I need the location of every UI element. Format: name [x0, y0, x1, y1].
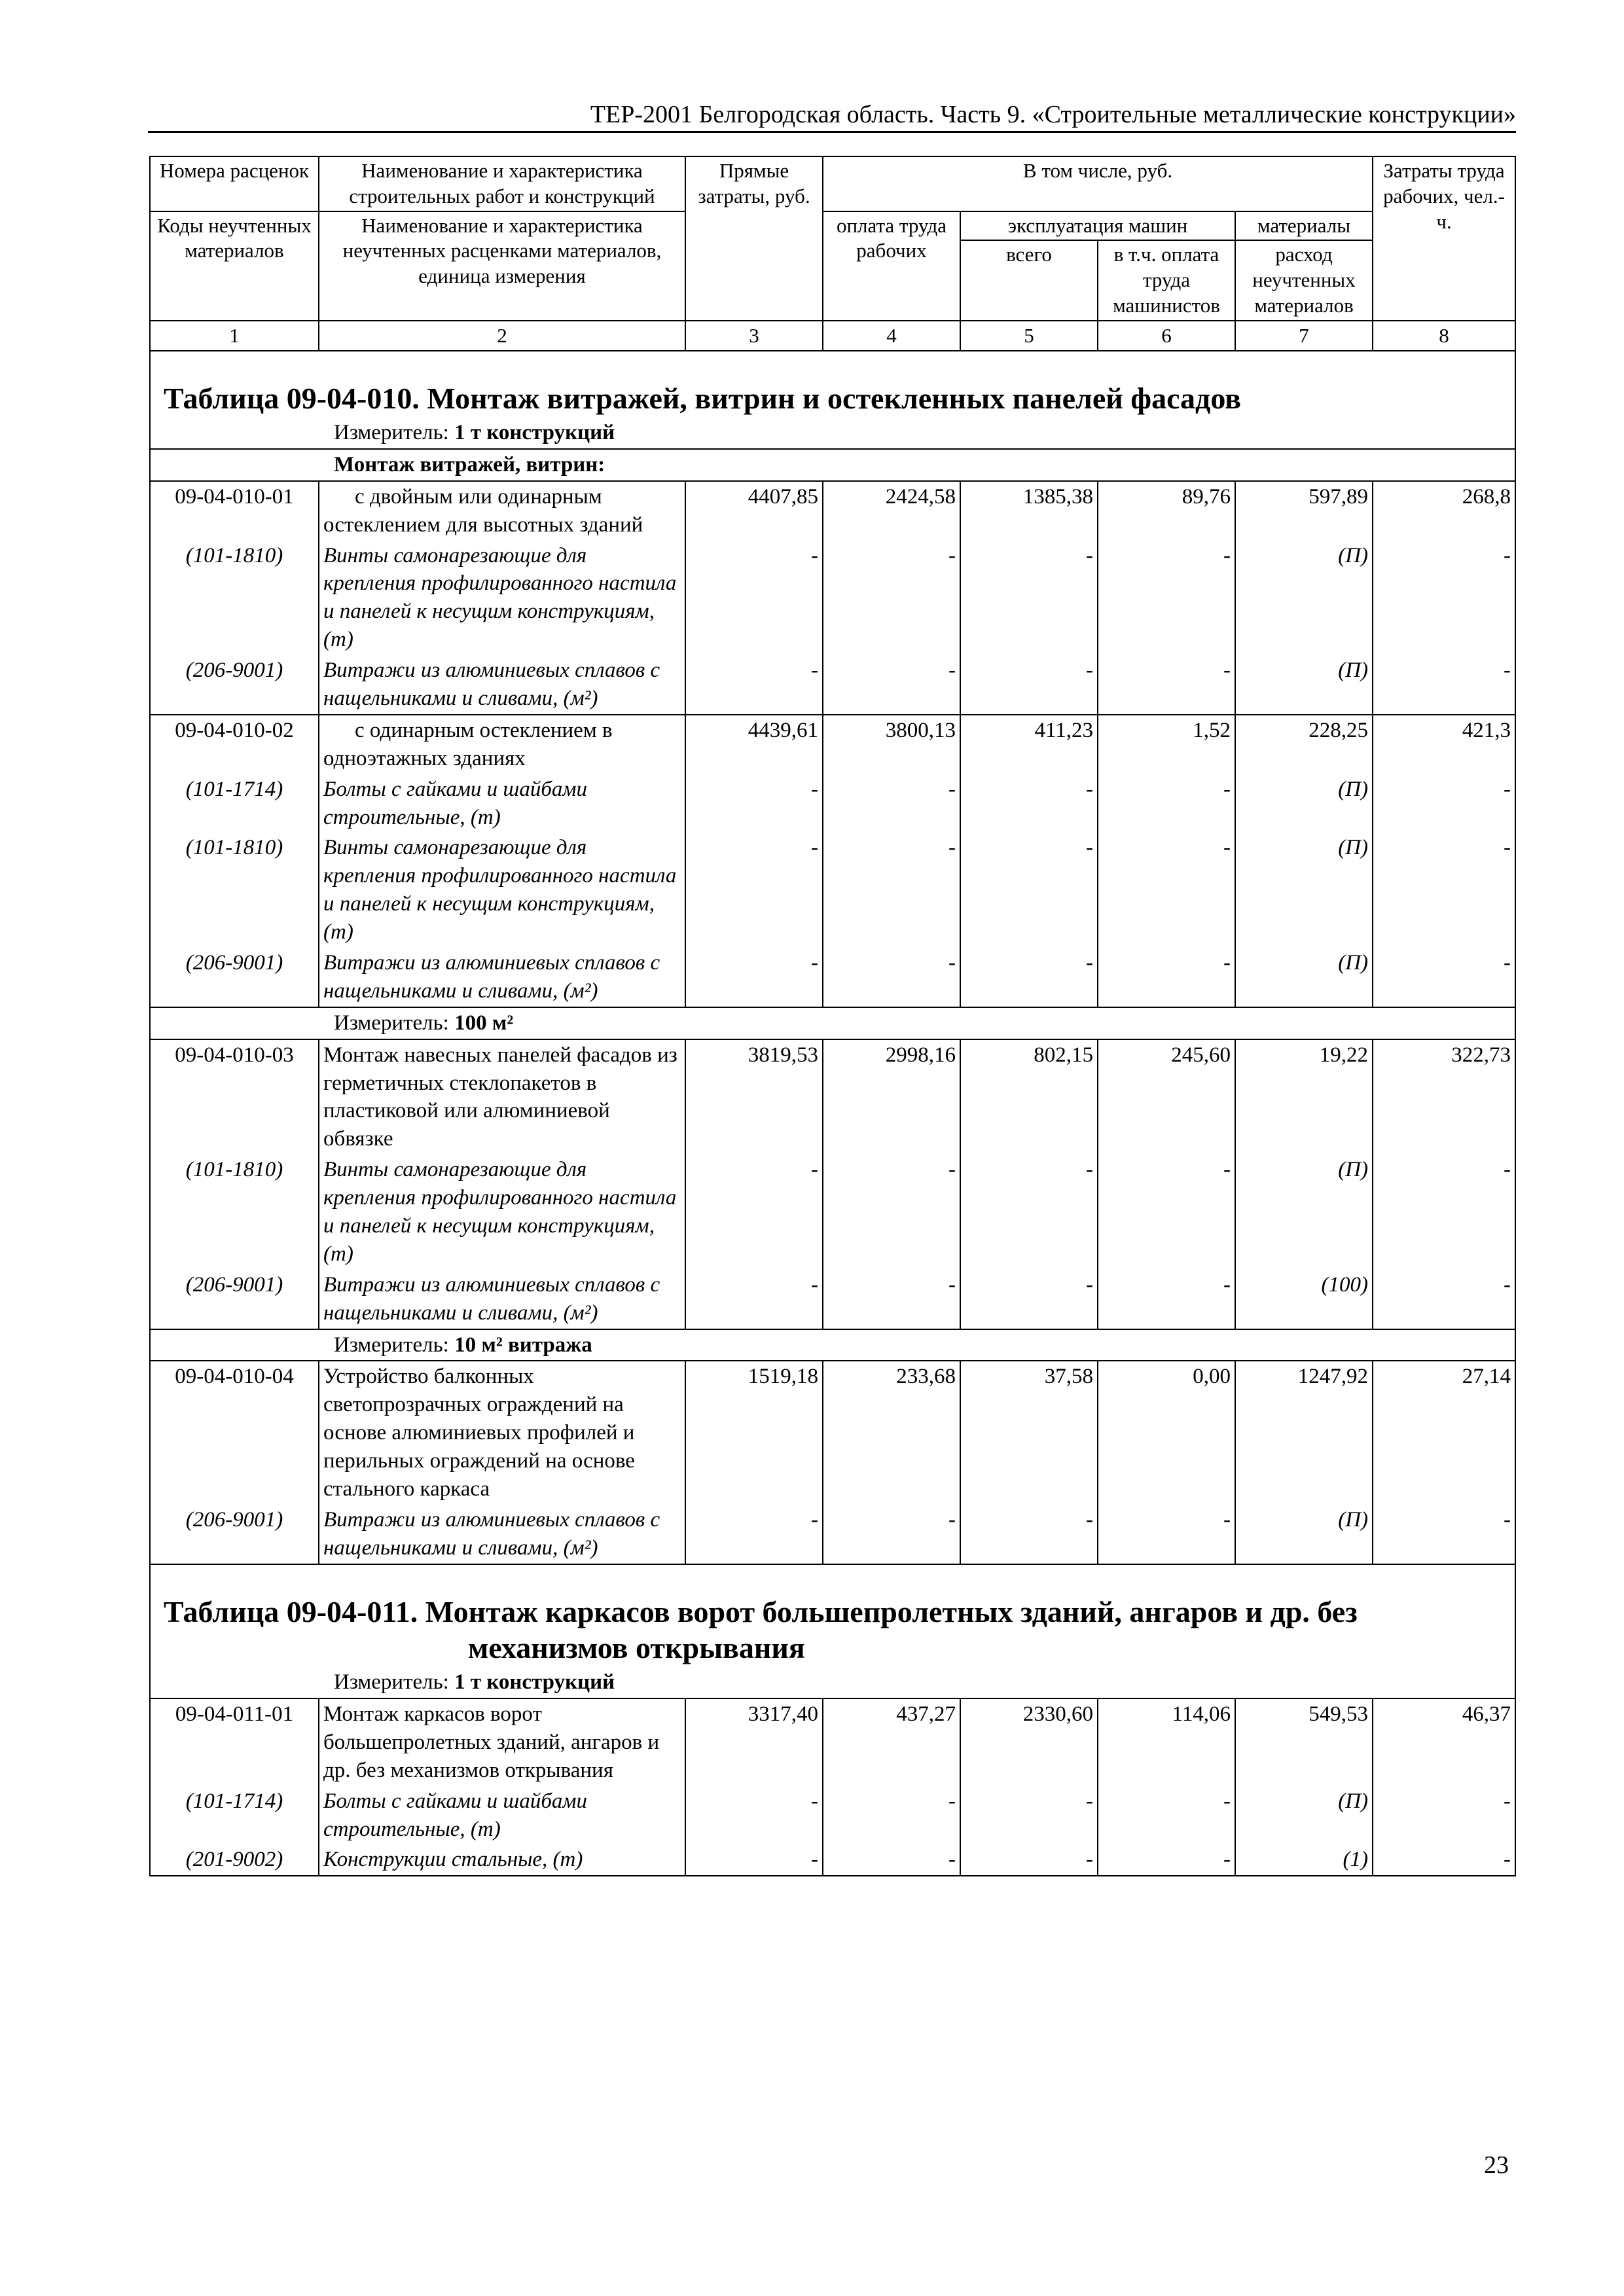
material-code: (101-1714): [150, 774, 319, 833]
value-v8: 27,14: [1373, 1361, 1515, 1504]
value-v4: -: [823, 1155, 960, 1270]
material-row: [150, 1155, 1515, 1270]
value-v8: -: [1373, 948, 1515, 1007]
value-v4: -: [823, 541, 960, 656]
material-code: (101-1714): [150, 1786, 319, 1845]
value-v3: 3819,53: [685, 1039, 823, 1155]
value-v4: 2998,16: [823, 1039, 960, 1155]
value-v6: 1,52: [1098, 715, 1235, 774]
col-labor-hours-header: Затраты труда рабочих, чел.-ч.: [1373, 156, 1515, 321]
value-v8: -: [1373, 655, 1515, 715]
meter-line: [150, 1007, 1515, 1039]
value-v3: -: [685, 1270, 823, 1329]
column-number: 2: [319, 321, 685, 351]
material-name: Витражи из алюминиевых сплавов с нащельниками и сливами, (м²): [319, 655, 685, 715]
col-group-header: В том числе, руб.: [823, 156, 1373, 211]
value-v8: 322,73: [1373, 1039, 1515, 1155]
column-number: 1: [150, 321, 319, 351]
value-v3: -: [685, 1786, 823, 1845]
value-v8: -: [1373, 541, 1515, 656]
value-v7: 1247,92: [1235, 1361, 1373, 1504]
value-v6: -: [1098, 655, 1235, 715]
value-v8: -: [1373, 1786, 1515, 1845]
value-v3: -: [685, 1505, 823, 1564]
value-v3: -: [685, 655, 823, 715]
work-name: Монтаж навесных панелей фасадов из герметичных стеклопакетов в пластиковой или алюминиевой обвязке: [319, 1039, 685, 1155]
value-v7: (100): [1235, 1270, 1373, 1329]
value-v8: -: [1373, 833, 1515, 948]
value-v3: -: [685, 541, 823, 656]
material-name: Витражи из алюминиевых сплавов с нащельниками и сливами, (м²): [319, 1505, 685, 1564]
meter-label: Измеритель:: [334, 1670, 449, 1695]
col-materials-header: материалы: [1235, 211, 1373, 241]
value-v5: 802,15: [960, 1039, 1098, 1155]
value-v6: -: [1098, 1155, 1235, 1270]
material-code: (206-9001): [150, 948, 319, 1007]
material-name: Винты самонарезающие для крепления профилированного настила и панелей к несущим конструкциям, (т): [319, 541, 685, 656]
value-v7: (П): [1235, 1505, 1373, 1564]
value-v3: -: [685, 833, 823, 948]
col-machines-header: эксплуатация машин: [960, 211, 1235, 241]
value-v4: -: [823, 833, 960, 948]
col-machinist-pay-header: в т.ч. оплата труда машинистов: [1098, 240, 1235, 320]
value-v4: -: [823, 1786, 960, 1845]
value-v7: 19,22: [1235, 1039, 1373, 1155]
value-v7: (1): [1235, 1844, 1373, 1876]
rate-code: 09-04-010-03: [150, 1039, 319, 1155]
column-number: 7: [1235, 321, 1373, 351]
value-v5: -: [960, 833, 1098, 948]
rate-row: [150, 1039, 1515, 1155]
meter-value: 1 т конструкций: [454, 1670, 615, 1695]
value-v6: -: [1098, 833, 1235, 948]
value-v7: (П): [1235, 774, 1373, 833]
value-v4: -: [823, 1505, 960, 1564]
value-v6: 245,60: [1098, 1039, 1235, 1155]
value-v3: 3317,40: [685, 1698, 823, 1786]
value-v8: 421,3: [1373, 715, 1515, 774]
material-name: Витражи из алюминиевых сплавов с нащельниками и сливами, (м²): [319, 1270, 685, 1329]
material-code: (101-1810): [150, 1155, 319, 1270]
value-v7: (П): [1235, 833, 1373, 948]
value-v4: -: [823, 948, 960, 1007]
rate-code: 09-04-011-01: [150, 1698, 319, 1786]
value-v3: -: [685, 948, 823, 1007]
meter-value: 100 м²: [454, 1011, 514, 1035]
column-number: 3: [685, 321, 823, 351]
work-name: Монтаж каркасов ворот большепролетных зданий, ангаров и др. без механизмов открывания: [319, 1698, 685, 1786]
material-name: Болты с гайками и шайбами строительные, (т): [319, 1786, 685, 1845]
rate-code: 09-04-010-01: [150, 481, 319, 541]
material-code: (206-9001): [150, 655, 319, 715]
value-v7: (П): [1235, 541, 1373, 656]
value-v3: -: [685, 774, 823, 833]
value-v8: 46,37: [1373, 1698, 1515, 1786]
material-row: [150, 541, 1515, 656]
rate-row: [150, 715, 1515, 774]
value-v8: -: [1373, 1844, 1515, 1876]
material-name: Винты самонарезающие для крепления профилированного настила и панелей к несущим конструкциям, (т): [319, 1155, 685, 1270]
material-name: Конструкции стальные, (т): [319, 1844, 685, 1876]
value-v5: 2330,60: [960, 1698, 1098, 1786]
material-name: Болты с гайками и шайбами строительные, (т): [319, 774, 685, 833]
col-rate-numbers-header: Номера расценок: [150, 156, 319, 211]
value-v5: -: [960, 1270, 1098, 1329]
material-row: [150, 833, 1515, 948]
value-v6: 114,06: [1098, 1698, 1235, 1786]
col-material-codes-header: Коды неучтенных материалов: [150, 211, 319, 321]
material-code: (206-9001): [150, 1270, 319, 1329]
value-v5: -: [960, 1505, 1098, 1564]
value-v7: (П): [1235, 948, 1373, 1007]
value-v4: -: [823, 1844, 960, 1876]
value-v6: -: [1098, 948, 1235, 1007]
value-v8: -: [1373, 1270, 1515, 1329]
meter-label: Измеритель:: [334, 1333, 449, 1357]
rate-code: 09-04-010-02: [150, 715, 319, 774]
value-v6: -: [1098, 1270, 1235, 1329]
value-v4: 3800,13: [823, 715, 960, 774]
table-title-text: Таблица 09-04-011. Монтаж каркасов ворот большепролетных зданий, ангаров и др. без: [164, 1594, 1358, 1628]
column-number: 6: [1098, 321, 1235, 351]
col-machines-total-header: всего: [960, 240, 1098, 320]
value-v5: 37,58: [960, 1361, 1098, 1504]
value-v4: -: [823, 1270, 960, 1329]
value-v3: -: [685, 1844, 823, 1876]
meter-line: [150, 1667, 1515, 1698]
column-number: 4: [823, 321, 960, 351]
rate-code: 09-04-010-04: [150, 1361, 319, 1504]
col-work-name-header: Наименование и характеристика строительных работ и конструкций: [319, 156, 685, 211]
value-v4: 2424,58: [823, 481, 960, 541]
value-v5: -: [960, 1786, 1098, 1845]
material-row: [150, 1270, 1515, 1329]
meter-line: [150, 418, 1515, 449]
value-v7: 597,89: [1235, 481, 1373, 541]
value-v5: -: [960, 541, 1098, 656]
value-v5: -: [960, 774, 1098, 833]
value-v5: -: [960, 1155, 1098, 1270]
table-title: [150, 1564, 1515, 1667]
value-v4: -: [823, 655, 960, 715]
value-v3: -: [685, 1155, 823, 1270]
rate-row: [150, 1361, 1515, 1504]
work-name: с двойным или одинарным остеклением для высотных зданий: [319, 481, 685, 541]
value-v8: 268,8: [1373, 481, 1515, 541]
value-v5: -: [960, 948, 1098, 1007]
value-v6: -: [1098, 1844, 1235, 1876]
material-name: Винты самонарезающие для крепления профилированного настила и панелей к несущим конструкциям, (т): [319, 833, 685, 948]
material-row: [150, 655, 1515, 715]
meter-value: 10 м² витража: [454, 1333, 592, 1357]
material-code: (101-1810): [150, 833, 319, 948]
material-row: [150, 1786, 1515, 1845]
material-code: (101-1810): [150, 541, 319, 656]
value-v4: -: [823, 774, 960, 833]
value-v3: 4439,61: [685, 715, 823, 774]
material-row: [150, 774, 1515, 833]
value-v7: 549,53: [1235, 1698, 1373, 1786]
value-v4: 233,68: [823, 1361, 960, 1504]
col-material-usage-header: расход неучтенных материалов: [1235, 240, 1373, 320]
value-v6: -: [1098, 774, 1235, 833]
material-row: [150, 948, 1515, 1007]
col-material-name-header: Наименование и характеристика неучтенных расценками материалов, единица измерения: [319, 211, 685, 321]
page-number: 23: [1484, 2151, 1509, 2179]
column-number: 8: [1373, 321, 1515, 351]
value-v5: -: [960, 1844, 1098, 1876]
work-name: Устройство балконных светопрозрачных ограждений на основе алюминиевых профилей и перильных ограждений на основе стального каркаса: [319, 1361, 685, 1504]
value-v3: 4407,85: [685, 481, 823, 541]
table-body: [150, 156, 1515, 1876]
material-row: [150, 1844, 1515, 1876]
meter-line: [150, 1329, 1515, 1361]
value-v6: -: [1098, 1505, 1235, 1564]
value-v8: -: [1373, 774, 1515, 833]
material-code: (201-9002): [150, 1844, 319, 1876]
table-title: [150, 351, 1515, 418]
col-direct-costs-header: Прямые затраты, руб.: [685, 156, 823, 321]
column-number: 5: [960, 321, 1098, 351]
subheading: Монтаж витражей, витрин:: [150, 449, 1515, 481]
table-title-continuation: механизмов открывания: [468, 1630, 805, 1664]
value-v6: 0,00: [1098, 1361, 1235, 1504]
rate-row: [150, 1698, 1515, 1786]
value-v6: 89,76: [1098, 481, 1235, 541]
value-v7: (П): [1235, 655, 1373, 715]
value-v6: -: [1098, 1786, 1235, 1845]
value-v5: 1385,38: [960, 481, 1098, 541]
meter-label: Измеритель:: [334, 1011, 449, 1035]
work-name: с одинарным остеклением в одноэтажных зданиях: [319, 715, 685, 774]
value-v5: 411,23: [960, 715, 1098, 774]
material-code: (206-9001): [150, 1505, 319, 1564]
value-v7: (П): [1235, 1155, 1373, 1270]
value-v8: -: [1373, 1505, 1515, 1564]
material-row: [150, 1505, 1515, 1564]
value-v8: -: [1373, 1155, 1515, 1270]
rate-row: [150, 481, 1515, 541]
value-v5: -: [960, 655, 1098, 715]
value-v7: (П): [1235, 1786, 1373, 1845]
table-title-text: Таблица 09-04-010. Монтаж витражей, витрин и остекленных панелей фасадов: [164, 381, 1242, 415]
rates-table: [149, 156, 1516, 1876]
meter-label: Измеритель:: [334, 420, 449, 444]
value-v3: 1519,18: [685, 1361, 823, 1504]
col-worker-pay-header: оплата труда рабочих: [823, 211, 960, 321]
value-v7: 228,25: [1235, 715, 1373, 774]
meter-value: 1 т конструкций: [454, 420, 615, 444]
running-header: ТЕР-2001 Белгородская область. Часть 9. «Строительные металлические конструкции»: [148, 98, 1516, 133]
value-v4: 437,27: [823, 1698, 960, 1786]
material-name: Витражи из алюминиевых сплавов с нащельниками и сливами, (м²): [319, 948, 685, 1007]
value-v6: -: [1098, 541, 1235, 656]
